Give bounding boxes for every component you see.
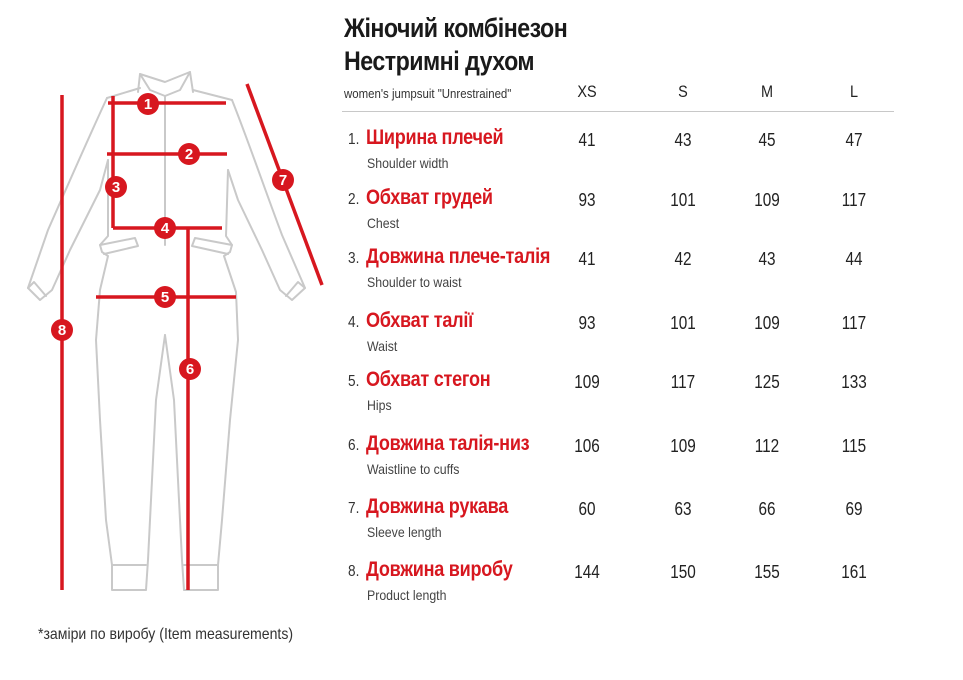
value-m: 66 [758, 499, 776, 519]
svg-text:2: 2 [184, 146, 194, 163]
row-number: 7. [348, 500, 360, 517]
page-subtitle: women's jumpsuit "Unrestrained" [344, 86, 512, 101]
value-m: 112 [754, 436, 780, 456]
row-label-en: Shoulder to waist [367, 274, 462, 290]
row-label-ua: Обхват талії [366, 309, 473, 332]
row-label-ua: Ширина плечей [366, 126, 504, 149]
value-l: 117 [841, 190, 867, 210]
row-label-en: Waistline to cuffs [367, 461, 460, 477]
row-number: 1. [348, 131, 360, 148]
value-l: 44 [845, 249, 863, 269]
value-s: 117 [670, 372, 696, 392]
size-row [348, 558, 908, 618]
value-s: 101 [670, 190, 696, 210]
row-label-ua: Довжина рукава [366, 495, 509, 518]
row-number: 2. [348, 191, 360, 208]
row-label-en: Sleeve length [367, 524, 442, 540]
value-l: 69 [845, 499, 863, 519]
row-label-en: Hips [367, 397, 392, 413]
value-l: 161 [841, 562, 867, 582]
value-s: 42 [674, 249, 692, 269]
value-l: 47 [845, 130, 863, 150]
value-xs: 60 [578, 499, 596, 519]
svg-text:5: 5 [160, 289, 170, 306]
row-label-en: Waist [367, 338, 398, 354]
value-m: 109 [754, 190, 780, 210]
value-m: 155 [754, 562, 780, 582]
value-xs: 144 [574, 562, 600, 582]
size-header-l: L [849, 82, 859, 101]
svg-text:8: 8 [57, 322, 67, 339]
value-m: 45 [758, 130, 776, 150]
size-header-m: M [760, 82, 774, 101]
size-header-xs: XS [577, 82, 597, 101]
value-xs: 93 [578, 313, 596, 333]
svg-text:4: 4 [160, 220, 170, 237]
size-row [348, 126, 908, 186]
value-s: 150 [670, 562, 696, 582]
footnote: *заміри по виробу (Item measurements) [38, 626, 294, 643]
svg-text:6: 6 [185, 361, 195, 378]
value-s: 109 [670, 436, 696, 456]
jumpsuit-diagram [0, 0, 340, 680]
svg-text:3: 3 [111, 179, 121, 196]
value-xs: 41 [578, 130, 596, 150]
page-title-line2: Нестримні духом [344, 46, 535, 76]
marker-1 [137, 93, 159, 115]
marker-5 [154, 286, 176, 308]
size-row [348, 245, 908, 305]
row-label-ua: Обхват грудей [366, 186, 493, 209]
svg-text:1: 1 [143, 96, 153, 113]
value-s: 101 [670, 313, 696, 333]
size-row [348, 186, 908, 246]
row-label-en: Product length [367, 587, 447, 603]
row-number: 8. [348, 563, 360, 580]
value-l: 133 [841, 372, 867, 392]
value-l: 115 [841, 436, 867, 456]
value-s: 43 [674, 130, 692, 150]
value-xs: 93 [578, 190, 596, 210]
size-row [348, 495, 908, 555]
header-divider [342, 111, 894, 112]
size-header-s: S [678, 82, 688, 101]
row-label-ua: Обхват стегон [366, 368, 491, 391]
size-row [348, 432, 908, 492]
marker-6 [179, 358, 201, 380]
svg-text:7: 7 [278, 172, 288, 189]
row-label-ua: Довжина виробу [366, 558, 513, 581]
size-row [348, 368, 908, 428]
value-m: 125 [754, 372, 780, 392]
row-label-en: Chest [367, 215, 400, 231]
marker-8 [51, 319, 73, 341]
value-l: 117 [841, 313, 867, 333]
value-xs: 109 [574, 372, 600, 392]
measure-markers [51, 93, 294, 380]
row-label-en: Shoulder width [367, 155, 449, 171]
row-number: 5. [348, 373, 360, 390]
marker-2 [178, 143, 200, 165]
row-number: 6. [348, 437, 360, 454]
page-title: Жіночий комбінезон [344, 13, 568, 43]
value-xs: 106 [574, 436, 600, 456]
title-block [344, 12, 604, 78]
row-label-ua: Довжина талія-низ [366, 432, 530, 455]
value-s: 63 [674, 499, 692, 519]
size-row [348, 309, 908, 369]
marker-7 [272, 169, 294, 191]
value-xs: 41 [578, 249, 596, 269]
marker-4 [154, 217, 176, 239]
value-m: 43 [758, 249, 776, 269]
row-number: 3. [348, 250, 360, 267]
marker-3 [105, 176, 127, 198]
value-m: 109 [754, 313, 780, 333]
row-number: 4. [348, 314, 360, 331]
row-label-ua: Довжина плече-талія [366, 245, 551, 268]
